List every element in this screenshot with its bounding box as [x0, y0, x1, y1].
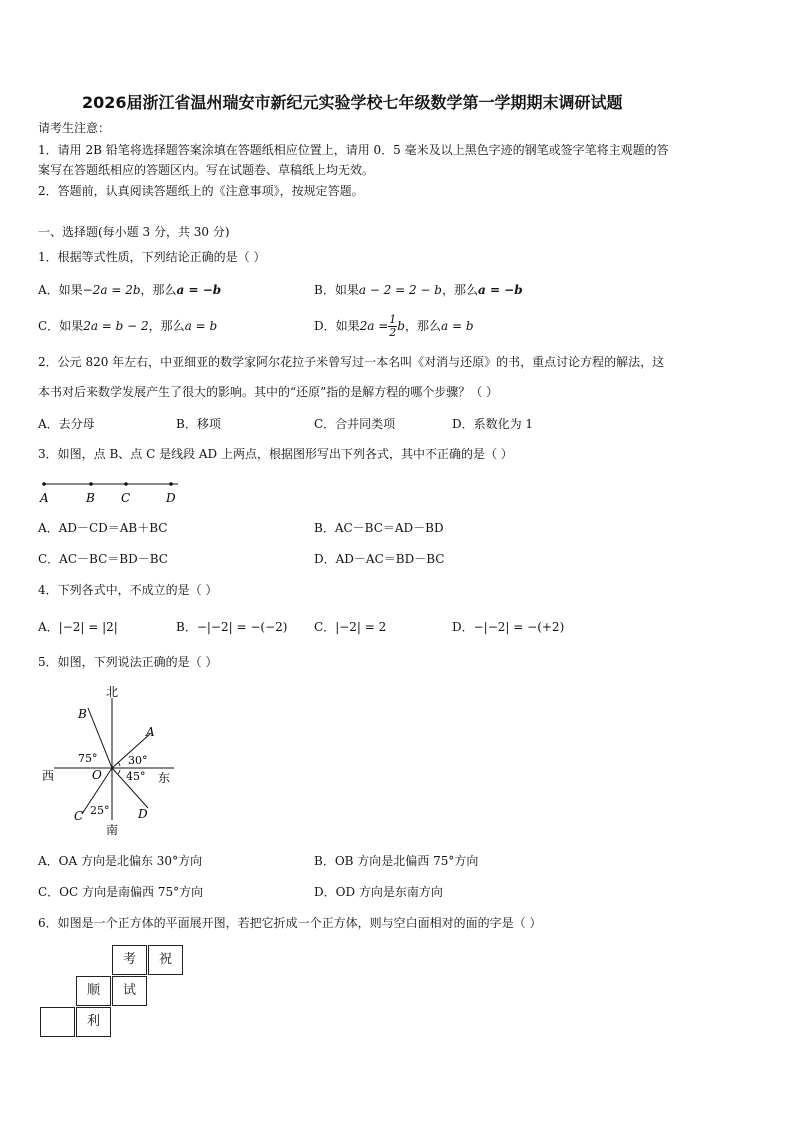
south-label: 南	[106, 823, 119, 837]
q1-option-a	[38, 282, 221, 298]
q1-a-then: ，那么	[140, 283, 177, 297]
q4-c-label: C．	[314, 620, 336, 634]
q1-b-result: a = −b	[478, 283, 523, 297]
angle-30-label: 30°	[128, 754, 148, 767]
q5-stem: 5．如图，下列说法正确的是（ ）	[38, 655, 218, 669]
q1-d-equation-right: b	[397, 319, 405, 333]
q1-stem: 1．根据等式性质，下列结论正确的是（ ）	[38, 250, 266, 264]
net-cell: 顺	[76, 976, 111, 1006]
point-d-label: D	[138, 807, 148, 821]
q2-stem-line1: 2．公元 820 年左右，中亚细亚的数学家阿尔花拉子米曾写过一本名叫《对消与还原》的书，重点讨论方程的解法，这	[38, 355, 665, 369]
q5-option-d: D．OD 方向是东南方向	[314, 885, 443, 899]
q4-option-c	[314, 619, 386, 635]
q2-stem-line2: 本书对后来数学发展产生了很大的影响。其中的“还原”指的是解方程的哪个步骤？（ ）	[38, 385, 499, 399]
q4-d-expression: −|−2| = −(+2)	[473, 620, 565, 634]
notice-item-2: 2．答题前，认真阅读答题纸上的《注意事项》，按规定答题。	[38, 184, 364, 198]
q1-b-then: ，那么	[441, 283, 478, 297]
q4-stem: 4．下列各式中，不成立的是（ ）	[38, 583, 218, 597]
q3-option-c: C．AC－BC＝BD－BC	[38, 552, 168, 566]
q4-option-b	[176, 619, 287, 635]
point-b-dot	[89, 482, 93, 486]
net-cell: 考	[112, 945, 147, 975]
q4-a-expression: |−2| = |2|	[58, 620, 118, 634]
point-d-label: D	[166, 491, 176, 505]
q4-a-label: A．	[38, 620, 59, 634]
point-b-label: B	[78, 707, 87, 721]
q1-b-prefix: B．如果	[314, 283, 359, 297]
angle-75-label: 75°	[78, 752, 98, 765]
q3-segment-figure	[36, 474, 186, 508]
point-a-label: A	[40, 491, 49, 505]
q1-option-d	[314, 308, 474, 344]
point-a-label: A	[146, 725, 155, 739]
north-label: 北	[106, 685, 119, 699]
q5-option-a: A．OA 方向是北偏东 30°方向	[38, 854, 203, 868]
q4-d-label: D．	[452, 620, 474, 634]
q4-b-expression: −|−2| = −(−2)	[196, 620, 288, 634]
q1-c-prefix: C．如果	[38, 319, 84, 333]
q1-c-result: a = b	[184, 319, 218, 333]
q3-option-a: A．AD－CD＝AB＋BC	[38, 521, 168, 535]
q1-b-equation: a − 2 = 2 − b	[358, 283, 442, 297]
q1-option-c	[38, 318, 217, 334]
fraction-denominator: 2	[389, 326, 397, 339]
q2-option-a: A．去分母	[38, 417, 95, 431]
point-c-label: C	[74, 809, 84, 823]
q5-option-c: C．OC 方向是南偏西 75°方向	[38, 885, 204, 899]
point-d-dot	[169, 482, 173, 486]
q3-option-b: B．AC－BC＝AD－BD	[314, 521, 444, 535]
notice-heading: 请考生注意：	[38, 121, 111, 135]
q4-option-d	[452, 619, 564, 635]
notice-item-1-cont: 案写在答题纸相应的答题区内。写在试题卷、草稿纸上均无效。	[38, 163, 375, 177]
angle-arc-45	[118, 770, 120, 774]
net-cell: 试	[112, 976, 147, 1006]
section-heading: 一、选择题(每小题 3 分，共 30 分)	[38, 225, 230, 239]
east-label: 东	[158, 771, 171, 785]
angle-25-label: 25°	[90, 804, 110, 817]
q6-stem: 6．如图是一个正方体的平面展开图，若把它折成一个正方体，则与空白面相对的面的字是（ ）	[38, 916, 542, 930]
page-title: 2026届浙江省温州瑞安市新纪元实验学校七年级数学第一学期期末调研试题	[82, 93, 623, 112]
q3-stem: 3．如图，点 B、点 C 是线段 AD 上两点，根据图形写出下列各式，其中不正确的是（ ）	[38, 447, 513, 461]
q2-option-d: D．系数化为 1	[452, 417, 534, 431]
angle-arc-30	[118, 762, 120, 766]
q1-c-then: ，那么	[148, 319, 185, 333]
point-o-label: O	[92, 768, 102, 782]
net-cell: 祝	[148, 945, 183, 975]
q1-d-then: ，那么	[404, 319, 441, 333]
q3-option-d: D．AD－AC＝BD－BC	[314, 552, 445, 566]
point-c-label: C	[121, 491, 131, 505]
q5-option-b: B．OB 方向是北偏西 75°方向	[314, 854, 479, 868]
west-label: 西	[42, 769, 55, 783]
point-a-dot	[42, 482, 46, 486]
q4-option-a	[38, 619, 118, 635]
q2-option-b: B．移项	[176, 417, 221, 431]
q5-direction-figure	[36, 684, 186, 840]
angle-45-label: 45°	[126, 770, 146, 783]
fraction-numerator: 1	[389, 313, 397, 326]
net-cell-blank	[40, 1007, 75, 1037]
point-b-label: B	[86, 491, 95, 505]
q1-c-equation: 2a = b − 2	[83, 319, 149, 333]
q1-d-equation-left: 2a =	[359, 319, 389, 333]
q2-option-c: C．合并同类项	[314, 417, 396, 431]
q1-option-b	[314, 282, 523, 298]
q1-a-prefix: A．如果	[38, 283, 83, 297]
q4-c-expression: |−2| = 2	[335, 620, 387, 634]
q1-d-prefix: D．如果	[314, 319, 360, 333]
q1-d-result: a = b	[441, 319, 474, 333]
q4-b-label: B．	[176, 620, 197, 634]
net-cell: 利	[76, 1007, 111, 1037]
q1-a-result: a = −b	[176, 283, 222, 297]
q1-a-equation: −2a = 2b	[82, 283, 141, 297]
point-c-dot	[124, 482, 128, 486]
notice-item-1: 1．请用 2B 铅笔将选择题答案涂填在答题纸相应位置上，请用 0．5 毫米及以上黑色字迹的钢笔或签字笔将主观题的答	[38, 143, 669, 157]
q1-d-fraction	[388, 314, 397, 339]
